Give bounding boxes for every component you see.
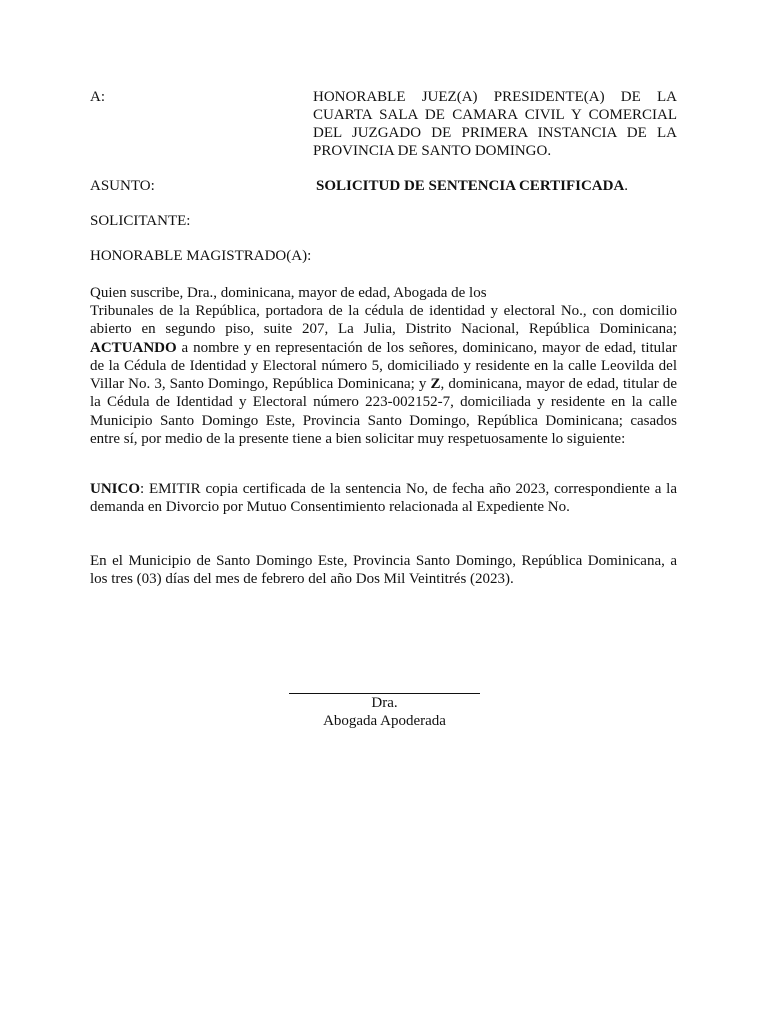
- signature-title: Abogada Apoderada: [323, 713, 446, 729]
- subject-block: [90, 177, 677, 195]
- subject-label: ASUNTO:: [90, 178, 155, 194]
- subject-value: SOLICITUD DE SENTENCIA CERTIFICADA: [316, 178, 625, 194]
- requester-block: [90, 212, 677, 230]
- requester-label: SOLICITANTE:: [90, 213, 191, 229]
- unico-text: : EMITIR copia certificada de la sentencia No, de fecha año 2023, correspondiente a la demanda en Divorcio por Mutuo Consentimiento relacionada al Expediente No.: [90, 481, 677, 516]
- body-part-3: , dominicana, mayor de edad, titular de la Cédula de Identidad y Electoral número 223-002152-7, domiciliada y residente en la calle Municipio Santo Domingo Este, Provincia Santo Domingo, República Dominicana; casados entre sí, por medio de la presente tiene a bien solicitar muy respetuosamente lo siguiente:: [90, 376, 678, 448]
- unico-paragraph: [90, 480, 677, 517]
- signature-name: Dra.: [371, 695, 398, 711]
- salutation: HONORABLE MAGISTRADO(A):: [90, 248, 312, 264]
- closing-paragraph: En el Municipio de Santo Domingo Este, Provincia Santo Domingo, República Dominicana, a los tres (03) días del mes de febrero del año Dos Mil Veintitrés (2023).: [90, 553, 677, 588]
- subject-value-wrap: [316, 177, 677, 195]
- addressee-value: HONORABLE JUEZ(A) PRESIDENTE(A) DE LA CUARTA SALA DE CAMARA CIVIL Y COMERCIAL DEL JUZGADO DE PRIMERA INSTANCIA DE LA PROVINCIA DE SANTO DOMINGO.: [313, 89, 677, 159]
- addressee-label: A:: [90, 89, 105, 105]
- body-actuando: ACTUANDO: [90, 339, 177, 356]
- body-line-1: Quien suscribe, Dra., dominicana, mayor de edad, Abogada de los: [90, 285, 487, 301]
- addressee-block: [90, 88, 677, 160]
- body-paragraph: [90, 302, 677, 448]
- body-part-1: Tribunales de la República, portadora de la cédula de identidad y electoral No., con domicilio abierto en segundo piso, suite 207, La Julia, Distrito Nacional, República Dominicana;: [90, 303, 677, 338]
- body-z: Z: [430, 376, 441, 393]
- unico-label: UNICO: [90, 481, 141, 497]
- body-part-2: a nombre y en representación de los señores, dominicano, mayor de edad, titular de la Cédula de Identidad y Electoral número 5, domiciliado y residente en la calle Leovilda del Villar No. 3, Santo Domingo, República Dominicana; y: [90, 339, 677, 393]
- subject-suffix: .: [624, 178, 629, 194]
